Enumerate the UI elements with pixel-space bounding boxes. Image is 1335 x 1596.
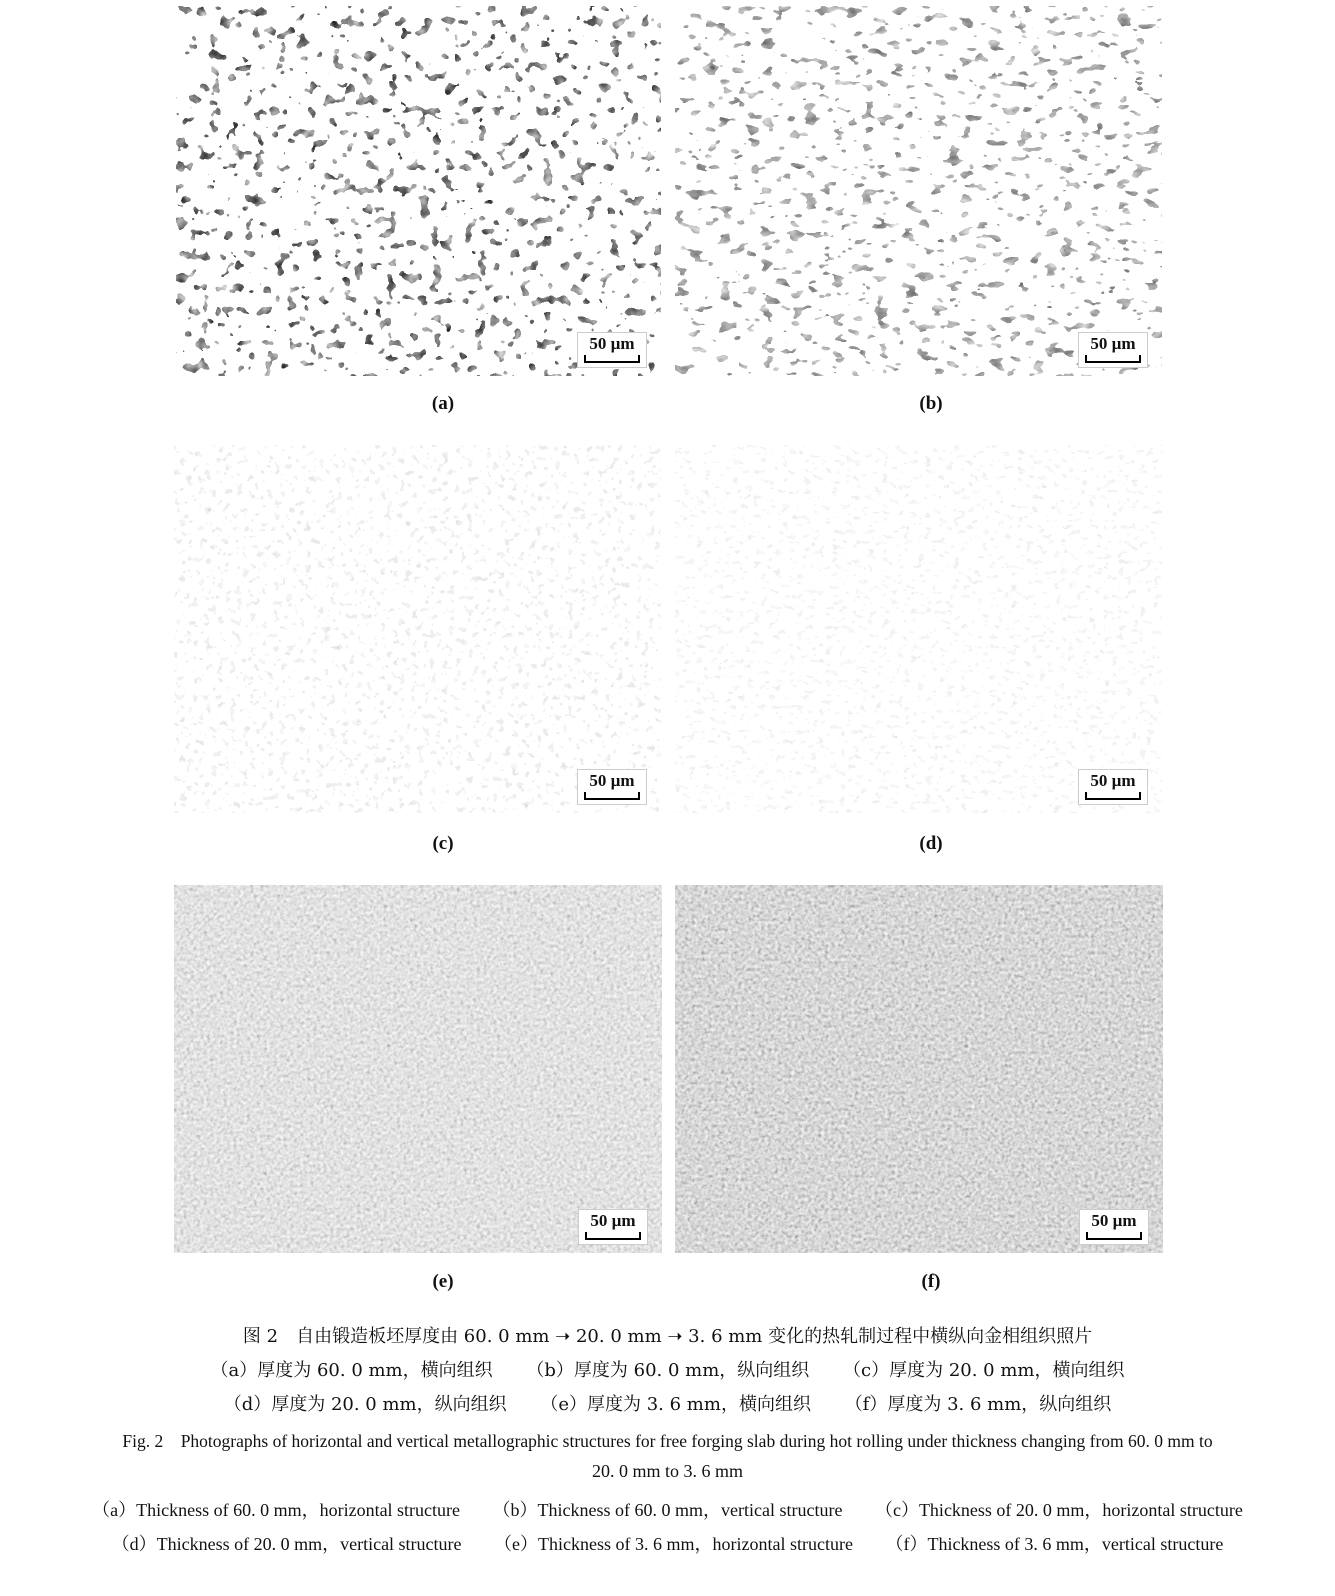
scale-bar-a	[577, 332, 647, 368]
micrograph-b-texture	[675, 6, 1162, 376]
caption-en-sub-e: （e）Thickness of 3. 6 mm，horizontal structure	[494, 1534, 853, 1554]
micrograph-c	[174, 445, 661, 813]
scale-bar-label: 50 µm	[1090, 771, 1136, 790]
panel-label-b: (b)	[919, 393, 943, 414]
caption-cn-sub-c: （c）厚度为 20. 0 mm，横向组织	[843, 1360, 1125, 1381]
scale-bar-label: 50 µm	[589, 771, 635, 790]
micrograph-d-texture	[675, 445, 1162, 813]
caption-en-title-line2: 20. 0 mm to 3. 6 mm	[591, 1461, 743, 1481]
panel-label-e: (e)	[432, 1271, 454, 1292]
caption-cn-sub-a: （a）厚度为 60. 0 mm，横向组织	[210, 1360, 493, 1381]
caption-cn-sub-b: （b）厚度为 60. 0 mm，纵向组织	[526, 1360, 810, 1381]
caption-en-sub-d: （d）Thickness of 20. 0 mm，vertical structure	[111, 1534, 462, 1554]
caption-cn-sub-e: （e）厚度为 3. 6 mm，横向组织	[540, 1394, 811, 1415]
caption-cn-subs-row1	[0, 1356, 1335, 1382]
micrograph-a	[176, 6, 661, 376]
caption-cn-subs-row2	[0, 1390, 1335, 1416]
scale-bar-label: 50 µm	[1091, 1211, 1137, 1230]
caption-en-sub-c: （c）Thickness of 20. 0 mm，horizontal structure	[874, 1500, 1243, 1520]
caption-en-subs-row1	[0, 1496, 1335, 1522]
scale-bar-label: 50 µm	[1090, 334, 1136, 353]
micrograph-e-texture	[174, 885, 662, 1253]
micrograph-e	[174, 885, 662, 1253]
panel-label-c: (c)	[432, 833, 454, 854]
caption-en-sub-b: （b）Thickness of 60. 0 mm，vertical structure	[492, 1500, 843, 1520]
panel-label-a: (a)	[431, 393, 455, 414]
panel-label-d: (d)	[919, 833, 943, 854]
scale-bar-label: 50 µm	[589, 334, 635, 353]
scale-bar-f	[1079, 1209, 1149, 1245]
micrograph-c-texture	[174, 445, 661, 813]
scale-bar-label: 50 µm	[590, 1211, 636, 1230]
caption-cn-sub-d: （d）厚度为 20. 0 mm，纵向组织	[223, 1394, 507, 1415]
caption-cn-title: 图 2 自由锻造板坯厚度由 60. 0 mm ➝ 20. 0 mm ➝ 3. 6 mm 变化的热轧制过程中横纵向金相组织照片	[242, 1326, 1093, 1347]
micrograph-a-texture	[176, 6, 661, 376]
caption-en-title-line1: Fig. 2 Photographs of horizontal and vertical metallographic structures for free forging slab during hot rolling under thickness changing from 60. 0 mm to	[122, 1431, 1213, 1451]
scale-bar-c	[577, 769, 647, 805]
micrograph-f	[675, 885, 1163, 1253]
scale-bar-b	[1078, 332, 1148, 368]
scale-bar-d	[1078, 769, 1148, 805]
micrograph-b	[675, 6, 1162, 376]
caption-en-sub-f: （f）Thickness of 3. 6 mm，vertical structure	[885, 1534, 1224, 1554]
caption-en-subs-row2	[0, 1530, 1335, 1556]
caption-en-sub-a: （a）Thickness of 60. 0 mm，horizontal structure	[92, 1500, 461, 1520]
panel-label-f: (f)	[921, 1271, 941, 1292]
caption-cn-sub-f: （f）厚度为 3. 6 mm，纵向组织	[844, 1394, 1112, 1415]
micrograph-d	[675, 445, 1162, 813]
scale-bar-e	[578, 1209, 648, 1245]
micrograph-f-texture	[675, 885, 1163, 1253]
